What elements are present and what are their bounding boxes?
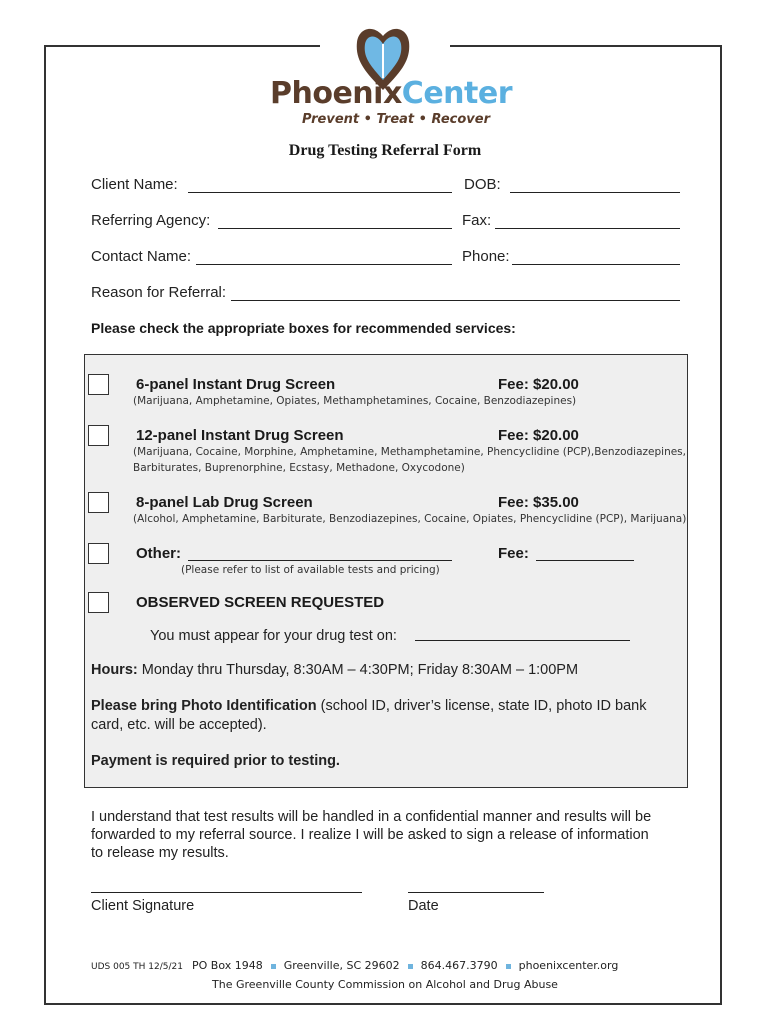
service-12-panel-desc-1: (Marijuana, Cocaine, Morphine, Amphetamine, Methamphetamine, Phencyclidine (PCP),Benzodiazepines, <box>133 446 686 458</box>
service-6-panel-desc: (Marijuana, Amphetamine, Opiates, Methamphetamines, Cocaine, Benzodiazepines) <box>133 395 577 407</box>
checkbox-6-panel[interactable] <box>88 374 109 395</box>
checkbox-observed[interactable] <box>88 592 109 613</box>
appear-label: You must appear for your drug test on: <box>150 628 397 644</box>
photo-id-bold: Please bring Photo Identification <box>91 698 317 714</box>
signature-label: Client Signature <box>91 898 195 914</box>
service-8-panel-fee: Fee: $35.00 <box>498 494 579 511</box>
logo-wordmark <box>270 76 512 111</box>
service-8-panel-desc: (Alcohol, Amphetamine, Barbiturate, Benzodiazepines, Cocaine, Opiates, Phencyclidine (PCP), Marijuana) <box>133 513 687 525</box>
bullet-icon <box>271 964 276 969</box>
footer-po: PO Box 1948 <box>192 959 263 972</box>
logo-word-dark: Phoenix <box>270 76 402 111</box>
service-12-panel-name: 12-panel Instant Drug Screen <box>136 427 344 444</box>
client-name-field[interactable] <box>188 192 452 193</box>
appear-date-field[interactable] <box>415 640 630 641</box>
hours-line <box>91 661 578 680</box>
logo-word-light: Center <box>401 76 512 111</box>
reason-field[interactable] <box>231 300 680 301</box>
photo-id-line-2: card, etc. will be accepted). <box>91 717 267 733</box>
checkbox-12-panel[interactable] <box>88 425 109 446</box>
bullet-icon <box>506 964 511 969</box>
bullet-icon <box>408 964 413 969</box>
logo-tagline: Prevent • Treat • Recover <box>302 112 491 127</box>
footer-city: Greenville, SC 29602 <box>283 959 400 972</box>
footer-phone: 864.467.3790 <box>420 959 498 972</box>
phone-label: Phone: <box>462 248 510 265</box>
other-fee-field[interactable] <box>536 560 634 561</box>
checkbox-other[interactable] <box>88 543 109 564</box>
checkbox-8-panel[interactable] <box>88 492 109 513</box>
client-name-label: Client Name: <box>91 176 178 193</box>
date-label: Date <box>408 898 439 914</box>
consent-line-3: to release my results. <box>91 845 229 861</box>
service-12-panel-desc-2: Barbiturates, Buprenorphine, Ecstasy, Methadone, Oxycodone) <box>133 462 465 474</box>
service-12-panel-fee: Fee: $20.00 <box>498 427 579 444</box>
observed-screen-label: OBSERVED SCREEN REQUESTED <box>136 594 385 611</box>
service-other-fee: Fee: <box>498 545 529 562</box>
hours-label: Hours: <box>91 662 138 678</box>
service-other-name: Other: <box>136 545 181 562</box>
form-title: Drug Testing Referral Form <box>288 142 482 159</box>
instructions: Please check the appropriate boxes for recommended services: <box>91 320 516 336</box>
service-other-desc: (Please refer to list of available tests and pricing) <box>181 564 440 576</box>
fax-field[interactable] <box>495 228 680 229</box>
referring-agency-field[interactable] <box>218 228 452 229</box>
date-field[interactable] <box>408 892 544 893</box>
hours-text: Monday thru Thursday, 8:30AM – 4:30PM; Friday 8:30AM – 1:00PM <box>141 662 579 678</box>
footer-contact <box>192 959 618 972</box>
reason-label: Reason for Referral: <box>91 284 227 301</box>
contact-name-label: Contact Name: <box>91 248 192 265</box>
consent-line-2: forwarded to my referral source. I realize I will be asked to sign a release of information <box>91 827 649 843</box>
signature-field[interactable] <box>91 892 362 893</box>
payment-note: Payment is required prior to testing. <box>91 753 340 769</box>
footer-web[interactable]: phoenixcenter.org <box>518 959 619 972</box>
other-field[interactable] <box>188 560 452 561</box>
dob-field[interactable] <box>510 192 680 193</box>
photo-id-line-1 <box>91 697 646 716</box>
service-6-panel-fee: Fee: $20.00 <box>498 376 579 393</box>
service-8-panel-name: 8-panel Lab Drug Screen <box>136 494 313 511</box>
consent-line-1: I understand that test results will be handled in a confidential manner and results will be <box>91 809 652 825</box>
form-code: UDS 005 TH 12/5/21 <box>91 962 183 972</box>
photo-id-rest-1: (school ID, driver’s license, state ID, photo ID bank <box>316 698 647 714</box>
footer-commission: The Greenville County Commission on Alcohol and Drug Abuse <box>212 978 558 991</box>
referring-agency-label: Referring Agency: <box>91 212 211 229</box>
phone-field[interactable] <box>512 264 680 265</box>
service-6-panel-name: 6-panel Instant Drug Screen <box>136 376 336 393</box>
dob-label: DOB: <box>464 176 501 193</box>
fax-label: Fax: <box>462 212 492 229</box>
contact-name-field[interactable] <box>196 264 452 265</box>
